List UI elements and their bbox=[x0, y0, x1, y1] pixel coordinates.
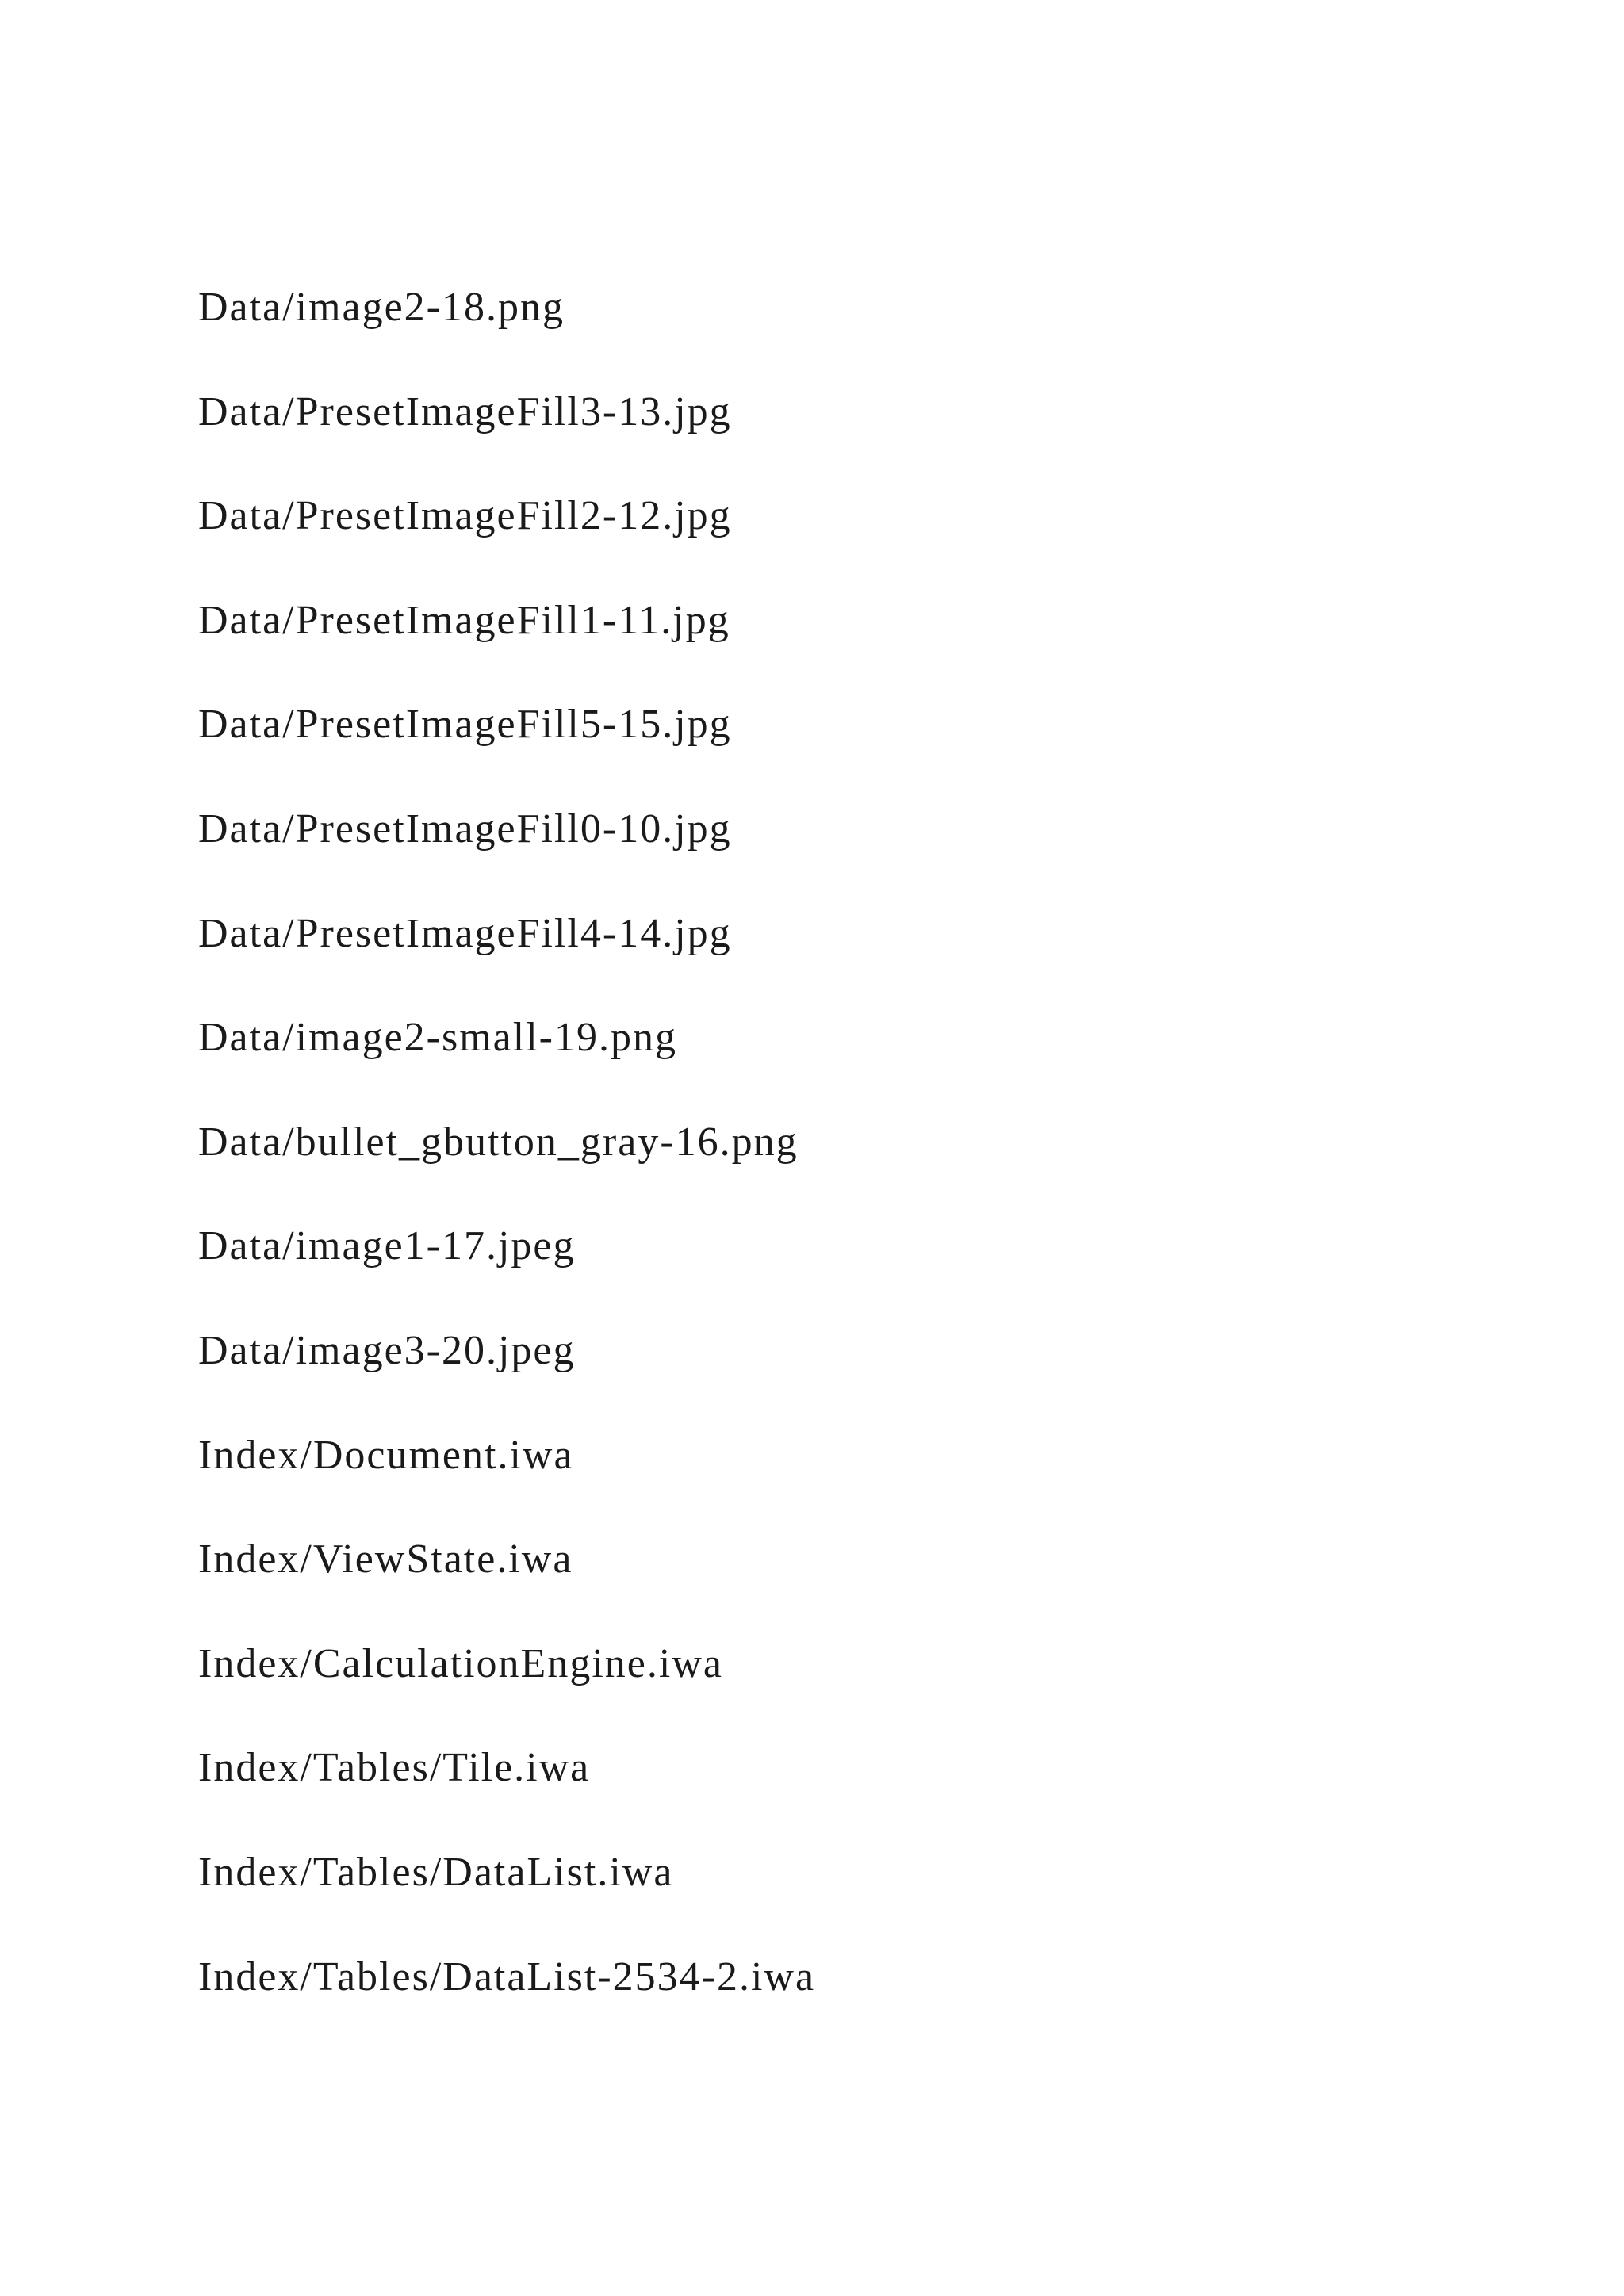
file-path-entry: Data/image2-18.png bbox=[198, 285, 565, 330]
file-path-entry: Data/PresetImageFill5-15.jpg bbox=[198, 702, 732, 748]
file-path-entry: Data/PresetImageFill4-14.jpg bbox=[198, 910, 732, 956]
file-path-entry: Data/PresetImageFill3-13.jpg bbox=[198, 388, 732, 434]
file-path-entry: Data/PresetImageFill2-12.jpg bbox=[198, 493, 732, 539]
file-path-entry: Data/PresetImageFill0-10.jpg bbox=[198, 806, 732, 851]
file-path-list bbox=[198, 282, 815, 2056]
file-path-entry: Index/Document.iwa bbox=[198, 1432, 574, 1478]
file-path-entry: Index/CalculationEngine.iwa bbox=[198, 1640, 723, 1686]
file-path-entry: Data/image3-20.jpeg bbox=[198, 1327, 576, 1373]
file-path-entry: Index/Tables/Tile.iwa bbox=[198, 1745, 591, 1791]
file-path-entry: Index/Tables/DataList.iwa bbox=[198, 1849, 674, 1895]
file-path-entry: Index/Tables/DataList-2534-2.iwa bbox=[198, 1954, 816, 1999]
file-path-entry: Data/image2-small-19.png bbox=[198, 1015, 677, 1061]
file-path-entry: Index/ViewState.iwa bbox=[198, 1536, 573, 1582]
file-path-entry: Data/bullet_gbutton_gray-16.png bbox=[198, 1119, 799, 1165]
file-path-entry: Data/PresetImageFill1-11.jpg bbox=[198, 597, 730, 643]
file-path-entry: Data/image1-17.jpeg bbox=[198, 1223, 576, 1269]
